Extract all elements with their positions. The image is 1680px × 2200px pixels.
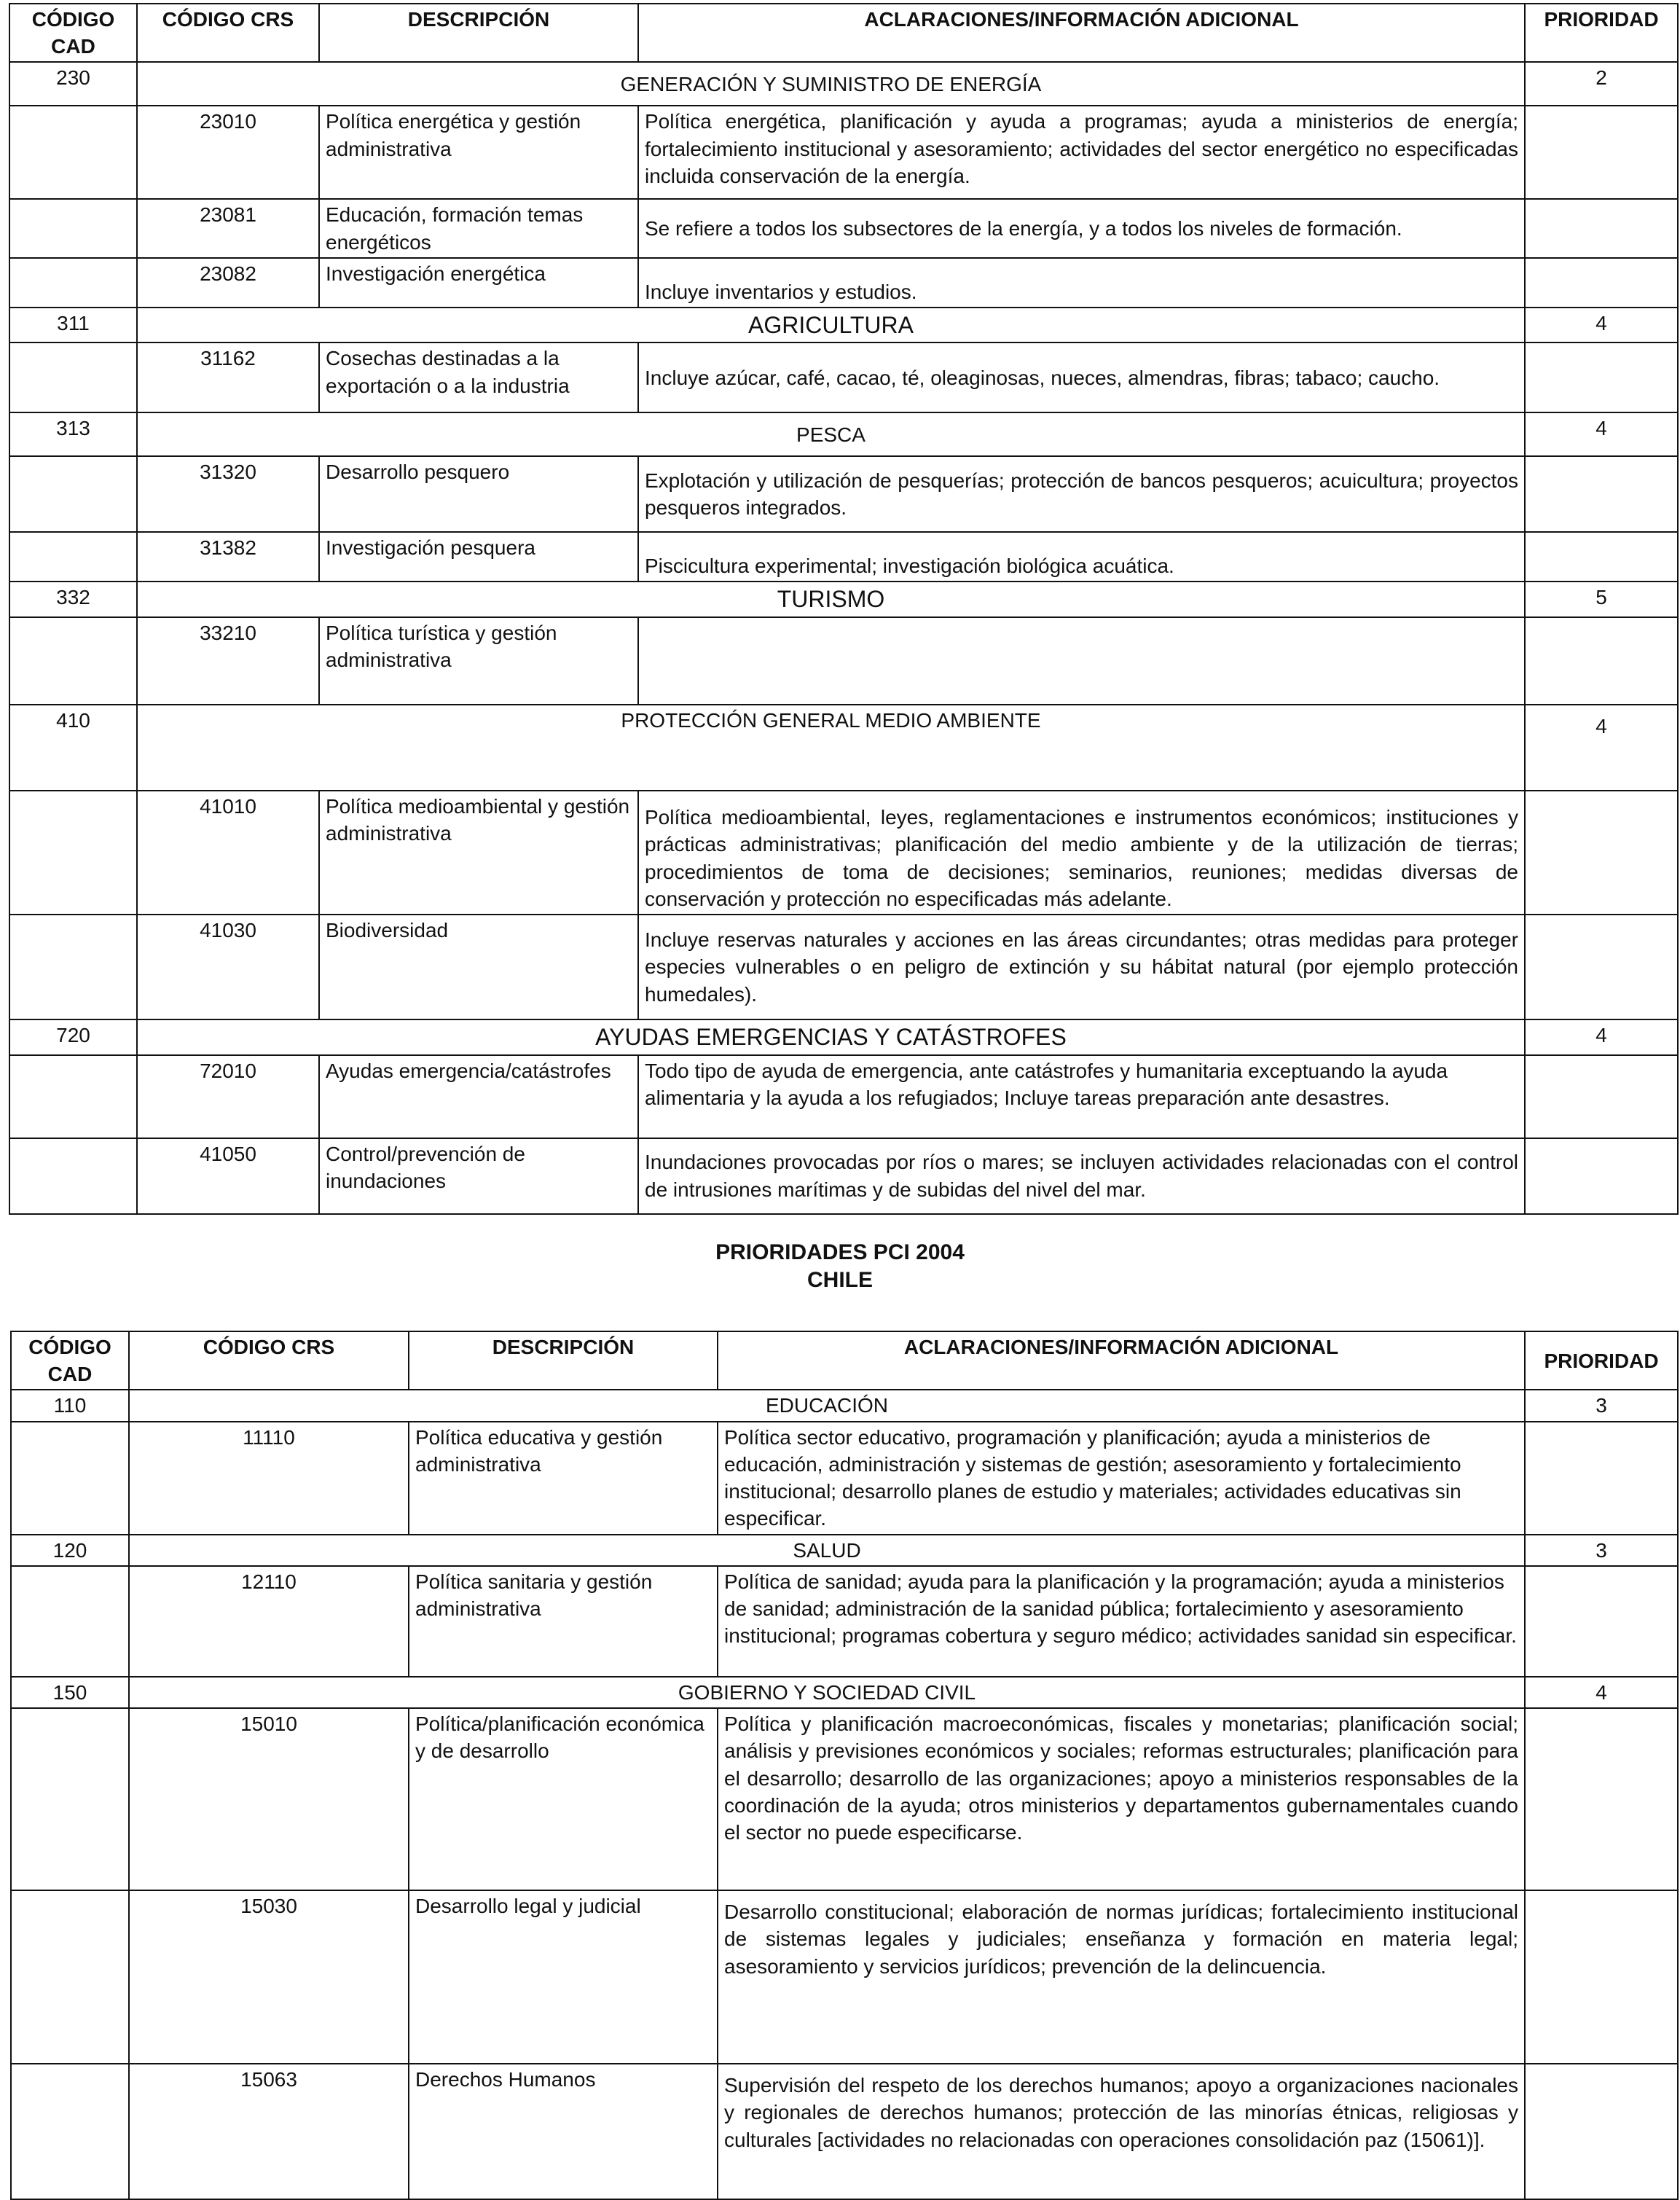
crs-code: 11110 bbox=[129, 1422, 409, 1535]
header-descripcion: DESCRIPCIÓN bbox=[409, 1331, 718, 1390]
additional-info: Todo tipo de ayuda de emergencia, ante catástrofes y humanitaria exceptuando la ayuda alimentaria y la ayuda a los refugiados; Incluye tareas preparación ante desastres. bbox=[638, 1055, 1525, 1138]
table-row bbox=[9, 617, 1678, 705]
table-row bbox=[9, 1138, 1678, 1214]
crs-code: 41030 bbox=[137, 915, 319, 1019]
description: Política medioambiental y gestión administrativa bbox=[319, 791, 638, 915]
priorities-table-1 bbox=[9, 3, 1679, 1215]
document-title bbox=[0, 1239, 1680, 1294]
crs-code: 72010 bbox=[137, 1055, 319, 1138]
description: Biodiversidad bbox=[319, 915, 638, 1019]
additional-info: Explotación y utilización de pesquerías; protección de bancos pesqueros; acuicultura; proyectos pesqueros integrados. bbox=[638, 456, 1525, 532]
crs-code: 12110 bbox=[129, 1566, 409, 1677]
table-row bbox=[9, 532, 1678, 582]
additional-info: Se refiere a todos los subsectores de la energía, y a todos los niveles de formación. bbox=[638, 199, 1525, 257]
additional-info: Inundaciones provocadas por ríos o mares; se incluyen actividades relacionadas con el control de intrusiones marítimas y de subidas del nivel del mar. bbox=[638, 1138, 1525, 1214]
table-row bbox=[9, 791, 1678, 915]
cad-code: 313 bbox=[9, 412, 137, 456]
cad-cell-empty bbox=[9, 456, 137, 532]
cad-cell-empty bbox=[11, 1422, 129, 1535]
priority-cell-empty bbox=[1525, 342, 1678, 412]
description: Política educativa y gestión administrativa bbox=[409, 1422, 718, 1535]
table-row bbox=[9, 106, 1678, 199]
crs-code: 23010 bbox=[137, 106, 319, 199]
cad-cell-empty bbox=[9, 617, 137, 705]
sector-title: AGRICULTURA bbox=[137, 308, 1525, 343]
cad-cell-empty bbox=[11, 1566, 129, 1677]
header-cad: CÓDIGO CAD bbox=[9, 4, 137, 62]
crs-code: 41050 bbox=[137, 1138, 319, 1214]
crs-code: 31320 bbox=[137, 456, 319, 532]
title-line-1: PRIORIDADES PCI 2004 bbox=[715, 1240, 965, 1264]
sector-title: TURISMO bbox=[137, 582, 1525, 617]
cad-cell-empty bbox=[9, 1138, 137, 1214]
table-row bbox=[9, 456, 1678, 532]
priority-value: 4 bbox=[1525, 1677, 1678, 1708]
crs-code: 31162 bbox=[137, 342, 319, 412]
cad-cell-empty bbox=[9, 791, 137, 915]
priority-cell-empty bbox=[1525, 199, 1678, 257]
sector-title: PESCA bbox=[137, 412, 1525, 456]
priority-value: 3 bbox=[1525, 1535, 1678, 1566]
priority-value: 4 bbox=[1525, 308, 1678, 343]
priority-cell-empty bbox=[1525, 617, 1678, 705]
crs-code: 33210 bbox=[137, 617, 319, 705]
crs-code: 15030 bbox=[129, 1890, 409, 2064]
sector-row bbox=[9, 62, 1678, 106]
crs-code: 15063 bbox=[129, 2064, 409, 2199]
sector-row bbox=[9, 412, 1678, 456]
sector-title: EDUCACIÓN bbox=[129, 1390, 1525, 1421]
sector-row bbox=[11, 1390, 1678, 1421]
sector-row bbox=[11, 1535, 1678, 1566]
table-row bbox=[9, 1055, 1678, 1138]
cad-code: 311 bbox=[9, 308, 137, 343]
priority-cell-empty bbox=[1525, 1138, 1678, 1214]
additional-info bbox=[638, 617, 1525, 705]
cad-cell-empty bbox=[11, 2064, 129, 2199]
priority-cell-empty bbox=[1525, 532, 1678, 582]
cad-cell-empty bbox=[11, 1890, 129, 2064]
priority-cell-empty bbox=[1525, 1055, 1678, 1138]
header-row bbox=[11, 1331, 1678, 1390]
cad-code: 230 bbox=[9, 62, 137, 106]
crs-code: 31382 bbox=[137, 532, 319, 582]
table-row bbox=[9, 915, 1678, 1019]
additional-info: Incluye azúcar, café, cacao, té, oleaginosas, nueces, almendras, fibras; tabaco; caucho. bbox=[638, 342, 1525, 412]
description: Investigación pesquera bbox=[319, 532, 638, 582]
cad-cell-empty bbox=[9, 199, 137, 257]
crs-code: 15010 bbox=[129, 1708, 409, 1890]
sector-title: PROTECCIÓN GENERAL MEDIO AMBIENTE bbox=[137, 705, 1525, 791]
header-aclaraciones: ACLARACIONES/INFORMACIÓN ADICIONAL bbox=[718, 1331, 1525, 1390]
priority-value: 3 bbox=[1525, 1390, 1678, 1421]
priority-cell-empty bbox=[1525, 1708, 1678, 1890]
header-descripcion: DESCRIPCIÓN bbox=[319, 4, 638, 62]
priority-cell-empty bbox=[1525, 106, 1678, 199]
cad-cell-empty bbox=[9, 532, 137, 582]
priority-cell-empty bbox=[1525, 258, 1678, 308]
table-row bbox=[11, 1890, 1678, 2064]
header-crs: CÓDIGO CRS bbox=[129, 1331, 409, 1390]
description: Desarrollo pesquero bbox=[319, 456, 638, 532]
description: Educación, formación temas energéticos bbox=[319, 199, 638, 257]
additional-info: Incluye inventarios y estudios. bbox=[638, 258, 1525, 308]
header-prioridad: PRIORIDAD bbox=[1525, 4, 1678, 62]
priority-value: 4 bbox=[1525, 1019, 1678, 1055]
description: Cosechas destinadas a la exportación o a la industria bbox=[319, 342, 638, 412]
table-row bbox=[9, 342, 1678, 412]
description: Control/prevención de inundaciones bbox=[319, 1138, 638, 1214]
cad-code: 410 bbox=[9, 705, 137, 791]
sector-row bbox=[9, 308, 1678, 343]
description: Desarrollo legal y judicial bbox=[409, 1890, 718, 2064]
priority-cell-empty bbox=[1525, 1566, 1678, 1677]
priority-cell-empty bbox=[1525, 456, 1678, 532]
cad-cell-empty bbox=[9, 342, 137, 412]
cad-code: 110 bbox=[11, 1390, 129, 1421]
crs-code: 41010 bbox=[137, 791, 319, 915]
table-row bbox=[9, 258, 1678, 308]
header-crs: CÓDIGO CRS bbox=[137, 4, 319, 62]
cad-code: 720 bbox=[9, 1019, 137, 1055]
priority-value: 2 bbox=[1525, 62, 1678, 106]
sector-title: GENERACIÓN Y SUMINISTRO DE ENERGÍA bbox=[137, 62, 1525, 106]
sector-row bbox=[9, 582, 1678, 617]
description: Ayudas emergencia/catástrofes bbox=[319, 1055, 638, 1138]
cad-code: 150 bbox=[11, 1677, 129, 1708]
additional-info: Supervisión del respeto de los derechos humanos; apoyo a organizaciones nacionales y regionales de derechos humanos; protección de las minorías étnicas, religiosas y culturales [actividades no relacionadas con operaciones consolidación paz (15061)]. bbox=[718, 2064, 1525, 2199]
table-row bbox=[11, 1422, 1678, 1535]
additional-info: Política sector educativo, programación y planificación; ayuda a ministerios de educación, administración y sistemas de gestión; asesoramiento y fortalecimiento institucional; desarrollo planes de estudio y materiales; actividades educativas sin especificar. bbox=[718, 1422, 1525, 1535]
cad-cell-empty bbox=[9, 915, 137, 1019]
priority-cell-empty bbox=[1525, 2064, 1678, 2199]
description: Derechos Humanos bbox=[409, 2064, 718, 2199]
cad-cell-empty bbox=[9, 258, 137, 308]
priority-value: 5 bbox=[1525, 582, 1678, 617]
crs-code: 23082 bbox=[137, 258, 319, 308]
table-row bbox=[11, 2064, 1678, 2199]
table-row bbox=[11, 1708, 1678, 1890]
additional-info: Política energética, planificación y ayuda a programas; ayuda a ministerios de energía; fortalecimiento institucional y asesoramiento; actividades del sector energético no especificadas incluida conservación de la energía. bbox=[638, 106, 1525, 199]
header-prioridad: PRIORIDAD bbox=[1525, 1331, 1678, 1390]
additional-info: Política y planificación macroeconómicas, fiscales y monetarias; planificación social; análisis y previsiones económicos y sociales; reformas estructurales; planificación para el desarrollo; desarrollo de las organizaciones; apoyo a ministerios responsables de la coordinación de la ayuda; otros ministerios y departamentos gubernamentales cuando el sector no puede especificarse. bbox=[718, 1708, 1525, 1890]
description: Política turística y gestión administrativa bbox=[319, 617, 638, 705]
additional-info: Política medioambiental, leyes, reglamentaciones e instrumentos económicos; instituciones y prácticas administrativas; planificación del medio ambiente y de la utilización de tierras; procedimientos de toma de decisiones; seminarios, reuniones; medidas diversas de conservación y protección no especificadas más adelante. bbox=[638, 791, 1525, 915]
sector-title: GOBIERNO Y SOCIEDAD CIVIL bbox=[129, 1677, 1525, 1708]
priority-cell-empty bbox=[1525, 1890, 1678, 2064]
priority-cell-empty bbox=[1525, 1422, 1678, 1535]
header-aclaraciones: ACLARACIONES/INFORMACIÓN ADICIONAL bbox=[638, 4, 1525, 62]
priority-cell-empty bbox=[1525, 791, 1678, 915]
sector-row bbox=[9, 705, 1678, 791]
cad-cell-empty bbox=[9, 1055, 137, 1138]
header-cad: CÓDIGO CAD bbox=[11, 1331, 129, 1390]
sector-title: SALUD bbox=[129, 1535, 1525, 1566]
description: Investigación energética bbox=[319, 258, 638, 308]
header-row bbox=[9, 4, 1678, 62]
cad-cell-empty bbox=[9, 106, 137, 199]
crs-code: 23081 bbox=[137, 199, 319, 257]
sector-row bbox=[9, 1019, 1678, 1055]
additional-info: Política de sanidad; ayuda para la planificación y la programación; ayuda a ministerios de sanidad; administración de la sanidad pública; fortalecimiento y asesoramiento institucional; programas cobertura y seguro médico; actividades sanidad sin especificar. bbox=[718, 1566, 1525, 1677]
priority-value: 4 bbox=[1525, 412, 1678, 456]
priority-value: 4 bbox=[1525, 705, 1678, 791]
sector-title: AYUDAS EMERGENCIAS Y CATÁSTROFES bbox=[137, 1019, 1525, 1055]
cad-code: 332 bbox=[9, 582, 137, 617]
table-row bbox=[11, 1566, 1678, 1677]
priority-cell-empty bbox=[1525, 915, 1678, 1019]
additional-info: Desarrollo constitucional; elaboración de normas jurídicas; fortalecimiento institucional de sistemas legales y judiciales; enseñanza y formación en materia legal; asesoramiento y servicios jurídicos; prevención de la delincuencia. bbox=[718, 1890, 1525, 2064]
additional-info: Piscicultura experimental; investigación biológica acuática. bbox=[638, 532, 1525, 582]
description: Política energética y gestión administrativa bbox=[319, 106, 638, 199]
cad-cell-empty bbox=[11, 1708, 129, 1890]
title-line-2: CHILE bbox=[807, 1268, 873, 1292]
additional-info: Incluye reservas naturales y acciones en las áreas circundantes; otras medidas para proteger especies vulnerables o en peligro de extinción y su hábitat natural (por ejemplo protección humedales). bbox=[638, 915, 1525, 1019]
description: Política sanitaria y gestión administrativa bbox=[409, 1566, 718, 1677]
cad-code: 120 bbox=[11, 1535, 129, 1566]
sector-row bbox=[11, 1677, 1678, 1708]
table-row bbox=[9, 199, 1678, 257]
priorities-table-2 bbox=[10, 1331, 1679, 2200]
description: Política/planificación económica y de desarrollo bbox=[409, 1708, 718, 1890]
